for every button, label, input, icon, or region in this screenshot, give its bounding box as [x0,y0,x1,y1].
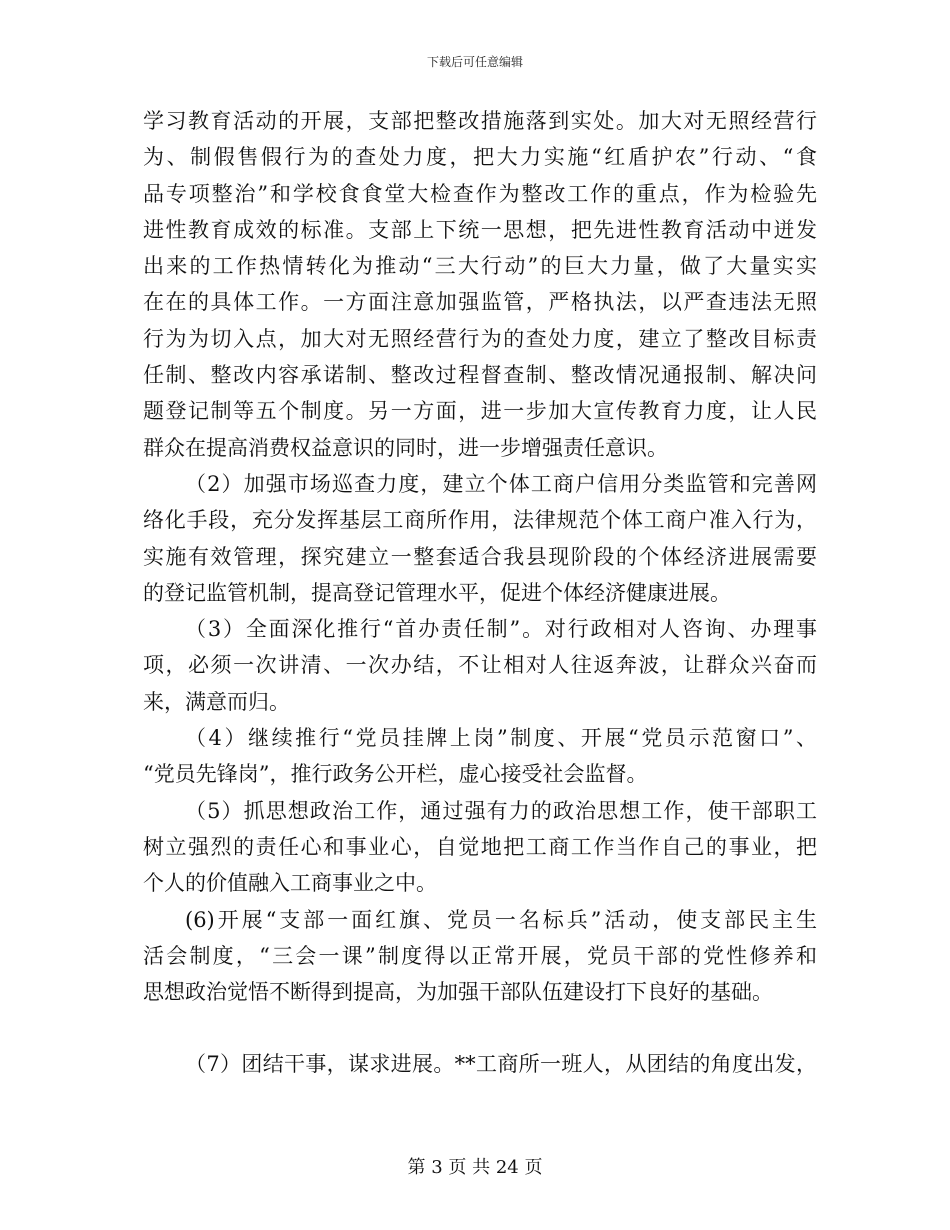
document-body [143,103,817,1083]
text-line: 品专项整治”和学校食食堂大检查作为整改工作的重点，作为检验先 [143,181,817,206]
text-line: 实施有效管理，探究建立一整套适合我县现阶段的个体经济进展需要 [143,544,817,569]
text-line: 学习教育活动的开展，支部把整改措施落到实处。加大对无照经营行 [143,109,817,133]
paragraph [143,793,817,902]
text-line: （2）加强市场巡查力度，建立个体工商户信用分类监管和完善网 [185,471,817,496]
text-line: 个人的价值融入工商事业之中。 [143,871,437,896]
paragraph [143,611,817,720]
paragraph [143,466,817,611]
text-line: 树立强烈的责任心和事业心，自觉地把工商工作当作自己的事业，把 [143,834,817,859]
text-line: 进性教育成效的标准。支部上下统一思想，把先进性教育活动中迸发 [143,217,817,242]
text-line: “党员先锋岗”，推行政务公开栏，虚心接受社会监督。 [143,762,648,787]
text-line: 络化手段，充分发挥基层工商所作用，法律规范个体工商户准入行为， [143,508,817,533]
text-line: 行为为切入点，加大对无照经营行为的查处力度，建立了整改目标责 [143,326,817,351]
text-line: 题登记制等五个制度。另一方面，进一步加大宣传教育力度，让人民 [143,399,817,424]
page-header: 下载后可任意编辑 [426,55,523,69]
text-line: 思想政治觉悟不断得到提高，为加强干部队伍建设打下良好的基础。 [143,980,773,1005]
text-line: 群众在提高消费权益意识的同时，进一步增强责任意识。 [143,435,668,460]
text-line: 出来的工作热情转化为推动“三大行动”的巨大力量，做了大量实实 [143,254,817,279]
text-line: 在在的具体工作。一方面注意加强监管，严格执法，以严查违法无照 [143,290,817,315]
text-line: 项，必须一次讲清、一次办结，不让相对人往返奔波，让群众兴奋而 [143,653,817,678]
text-line: 任制、整改内容承诺制、整改过程督查制、整改情况通报制、解决问 [143,363,817,388]
text-line: 的登记监管机制，提高登记管理水平，促进个体经济健康进展。 [143,580,731,605]
text-line: 活会制度，“三会一课”制度得以正常开展，党员干部的党性修养和 [143,943,817,968]
paragraph-spacer [143,1010,817,1046]
text-line: (6)开展“支部一面红旗、党员一名标兵”活动，使支部民主生 [185,907,817,932]
paragraph [143,902,817,1011]
paragraph [143,1046,817,1082]
paragraph [143,103,817,466]
paragraph [143,720,817,793]
text-line: （3）全面深化推行“首办责任制”。对行政相对人咨询、办理事 [185,617,817,642]
text-line: 来，满意而归。 [143,689,290,714]
text-line: 为、制假售假行为的查处力度，把大力实施“红盾护农”行动、“食 [143,145,817,170]
text-line: （5）抓思想政治工作，通过强有力的政治思想工作，使干部职工 [185,798,817,823]
text-line: （4）继续推行“党员挂牌上岗”制度、开展“党员示范窗口”、 [185,726,817,751]
page-number-footer: 第 3 页 共 24 页 [407,1157,543,1178]
text-line: （7）团结干事，谋求进展。**工商所一班人，从团结的角度出发， [185,1052,817,1077]
